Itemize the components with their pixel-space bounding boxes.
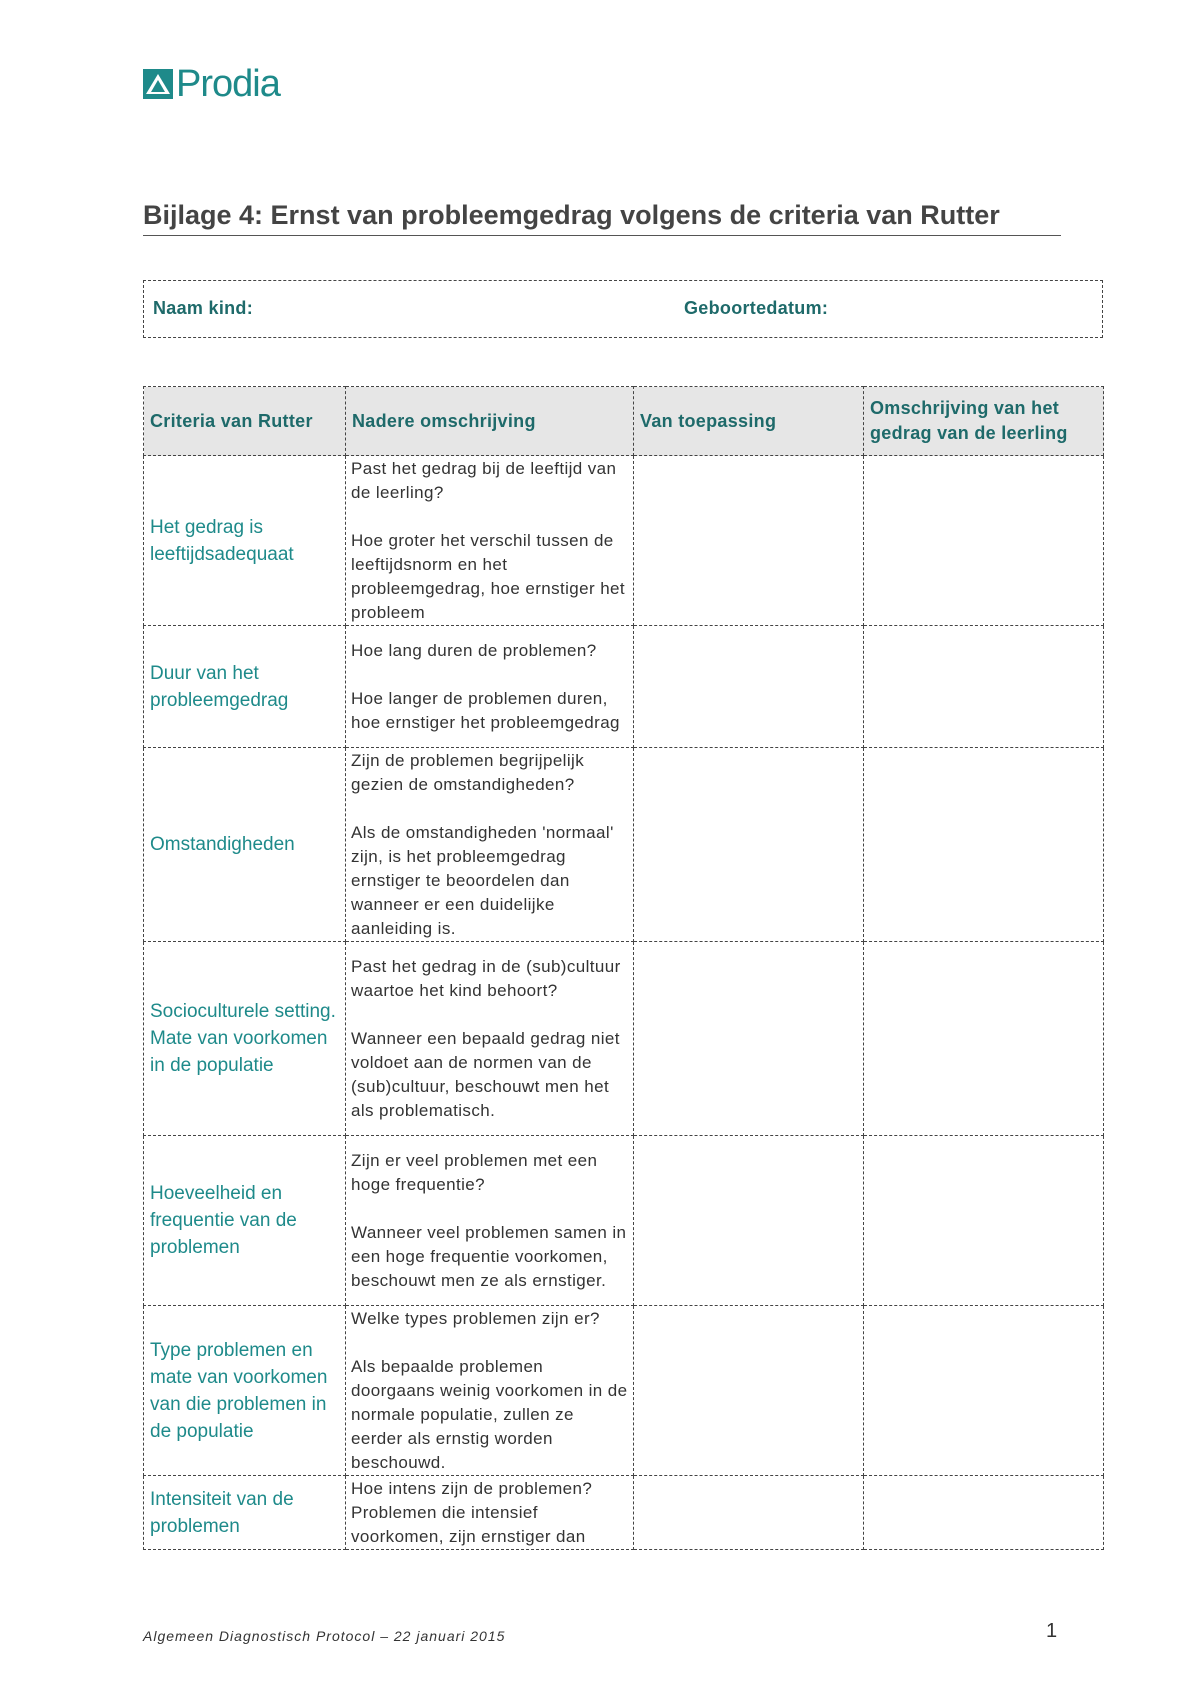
behaviour-cell[interactable] [864, 456, 1104, 626]
criterion-cell: Duur van het probleemgedrag [144, 626, 346, 748]
description-explanation: Als bepaalde problemen doorgaans weinig voorkomen in de normale populatie, zullen ze eerder als ernstig worden beschouwd. [351, 1356, 628, 1472]
birth-date-label: Geboortedatum: [684, 298, 829, 318]
child-name-label: Naam kind: [153, 298, 254, 318]
applicable-cell[interactable] [634, 942, 864, 1136]
criterion-cell: Hoeveelheid en frequentie van de problemen [144, 1136, 346, 1306]
description-explanation: Hoe groter het verschil tussen de leeftijdsnorm en het probleemgedrag, hoe ernstiger het probleem [351, 530, 626, 622]
header-behaviour: Omschrijving van het gedrag van de leerling [864, 387, 1104, 456]
description-explanation: Als de omstandigheden 'normaal' zijn, is het probleemgedrag ernstiger te beoordelen dan wanneer er een duidelijke aanleiding is. [351, 822, 614, 938]
prodia-logo-icon [142, 68, 174, 100]
applicable-cell[interactable] [634, 626, 864, 748]
table-row [144, 1136, 1104, 1306]
header-description: Nadere omschrijving [346, 387, 634, 456]
logo-text: Prodia [176, 63, 280, 105]
behaviour-cell[interactable] [864, 1306, 1104, 1476]
footer-text: Algemeen Diagnostisch Protocol – 22 januari 2015 [143, 1628, 506, 1644]
description-cell [346, 748, 634, 942]
header-applicable: Van toepassing [634, 387, 864, 456]
child-info-box [143, 280, 1103, 338]
rutter-criteria-table [143, 386, 1104, 1550]
header-criteria: Criteria van Rutter [144, 387, 346, 456]
applicable-cell[interactable] [634, 1476, 864, 1550]
description-question: Past het gedrag in de (sub)cultuur waartoe het kind behoort? [351, 956, 621, 1000]
behaviour-cell[interactable] [864, 1136, 1104, 1306]
behaviour-cell[interactable] [864, 942, 1104, 1136]
table-row [144, 1306, 1104, 1476]
description-question: Past het gedrag bij de leeftijd van de leerling? [351, 458, 617, 502]
description-question: Welke types problemen zijn er? [351, 1308, 600, 1328]
applicable-cell[interactable] [634, 1136, 864, 1306]
applicable-cell[interactable] [634, 1306, 864, 1476]
criterion-cell: Socioculturele setting. Mate van voorkomen in de populatie [144, 942, 346, 1136]
behaviour-cell[interactable] [864, 1476, 1104, 1550]
behaviour-cell[interactable] [864, 748, 1104, 942]
behaviour-cell[interactable] [864, 626, 1104, 748]
page-number: 1 [1046, 1620, 1058, 1642]
table-header-row [144, 387, 1104, 456]
criterion-cell: Omstandigheden [144, 748, 346, 942]
description-cell [346, 1476, 634, 1550]
criterion-cell: Het gedrag is leeftijdsadequaat [144, 456, 346, 626]
applicable-cell[interactable] [634, 456, 864, 626]
applicable-cell[interactable] [634, 748, 864, 942]
description-cell [346, 626, 634, 748]
description-explanation: Wanneer een bepaald gedrag niet voldoet aan de normen van de (sub)cultuur, beschouwt men het als problematisch. [351, 1028, 620, 1120]
table-row [144, 456, 1104, 626]
description-question: Zijn de problemen begrijpelijk gezien de omstandigheden? [351, 750, 585, 794]
table-row [144, 1476, 1104, 1550]
description-cell [346, 456, 634, 626]
description-explanation: Hoe langer de problemen duren, hoe ernstiger het probleemgedrag [351, 688, 620, 732]
document-title: Bijlage 4: Ernst van probleemgedrag volgens de criteria van Rutter [143, 200, 1061, 236]
description-explanation: Problemen die intensief voorkomen, zijn ernstiger dan [351, 1502, 586, 1546]
table-row [144, 748, 1104, 942]
description-question: Zijn er veel problemen met een hoge frequentie? [351, 1150, 598, 1194]
description-question: Hoe lang duren de problemen? [351, 640, 597, 660]
table-row [144, 942, 1104, 1136]
table-row [144, 626, 1104, 748]
description-explanation: Wanneer veel problemen samen in een hoge frequentie voorkomen, beschouwt men ze als ernstiger. [351, 1222, 627, 1290]
criterion-cell: Intensiteit van de problemen [144, 1476, 346, 1550]
description-cell [346, 1306, 634, 1476]
description-cell [346, 942, 634, 1136]
prodia-logo [142, 64, 280, 104]
description-question: Hoe intens zijn de problemen? [351, 1478, 593, 1498]
criterion-cell: Type problemen en mate van voorkomen van die problemen in de populatie [144, 1306, 346, 1476]
description-cell [346, 1136, 634, 1306]
